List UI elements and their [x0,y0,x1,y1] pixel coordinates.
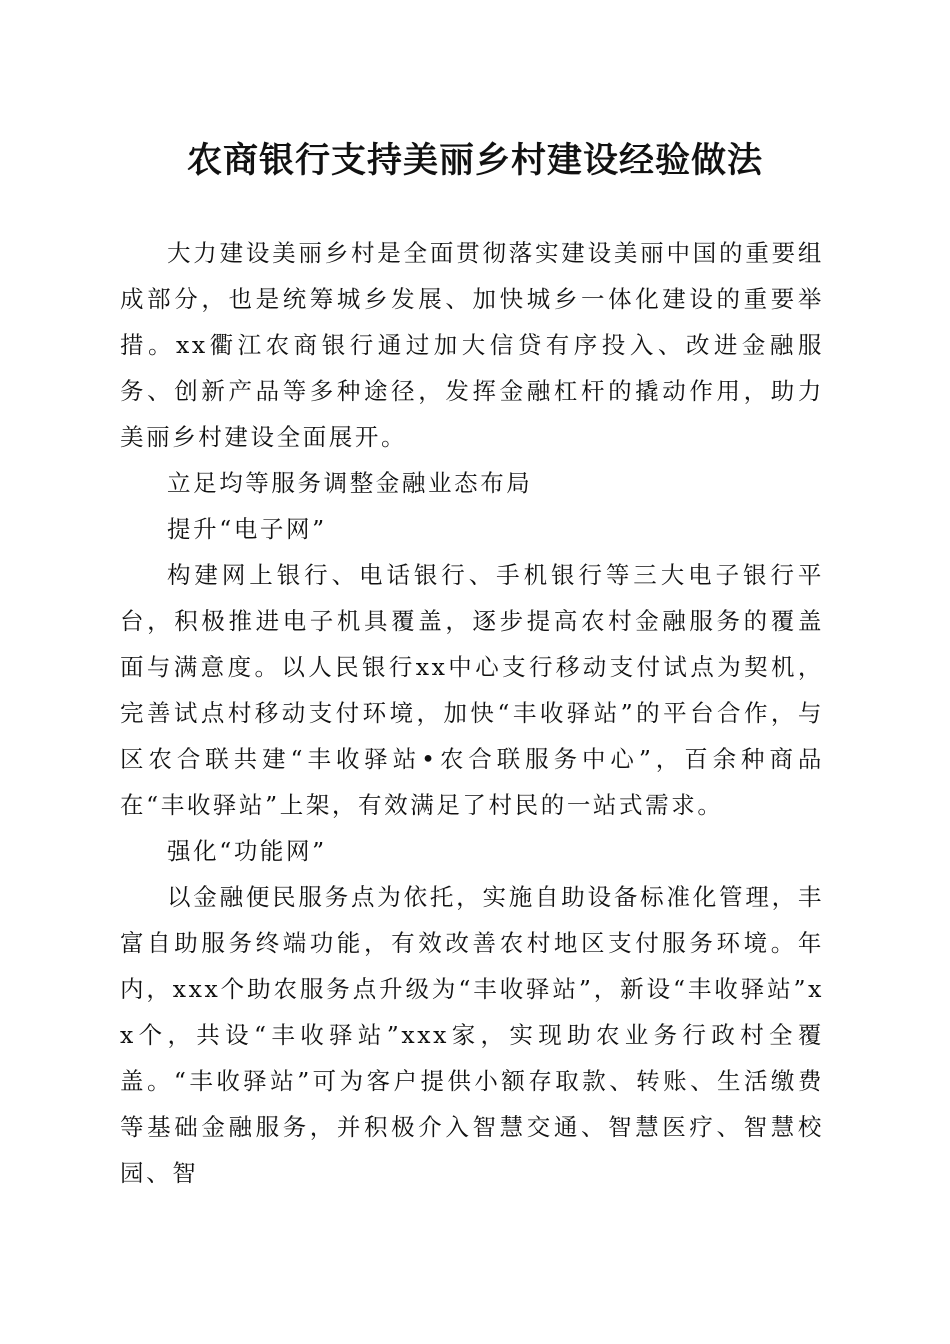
paragraph-intro: 大力建设美丽乡村是全面贯彻落实建设美丽中国的重要组成部分，也是统筹城乡发展、加快城乡一体化建设的重要举措。xx衢江农商银行通过加大信贷有序投入、改进金融服务、创新产品等多种途径，发挥金融杠杆的撬动作用，助力美丽乡村建设全面展开。 [120,239,824,451]
section-heading: 立足均等服务调整金融业态布局 [167,469,533,497]
paragraph-electronic-network: 构建网上银行、电话银行、手机银行等三大电子银行平台，积极推进电子机具覆盖，逐步提高农村金融服务的覆盖面与满意度。以人民银行xx中心支行移动支付试点为契机，完善试点村移动支付环境，加快“丰收驿站”的平台合作，与区农合联共建“丰收驿站•农合联服务中心”，百余种商品在“丰收驿站”上架，有效满足了村民的一站式需求。 [120,561,824,819]
subheading-electronic-network: 提升“电子网” [167,515,327,543]
paragraph-function-network: 以金融便民服务点为依托，实施自助设备标准化管理，丰富自助服务终端功能，有效改善农村地区支付服务环境。年内，xxx个助农服务点升级为“丰收驿站”，新设“丰收驿站”xx个，共设“丰收驿站”xxx家，实现助农业务行政村全覆盖。“丰收驿站”可为客户提供小额存取款、转账、生活缴费等基础金融服务，并积极介入智慧交通、智慧医疗、智慧校园、智 [120,883,824,1187]
document-title: 农商银行支持美丽乡村建设经验做法 [186,140,763,181]
document-body [120,230,824,1196]
subheading-function-network: 强化“功能网” [167,837,327,865]
